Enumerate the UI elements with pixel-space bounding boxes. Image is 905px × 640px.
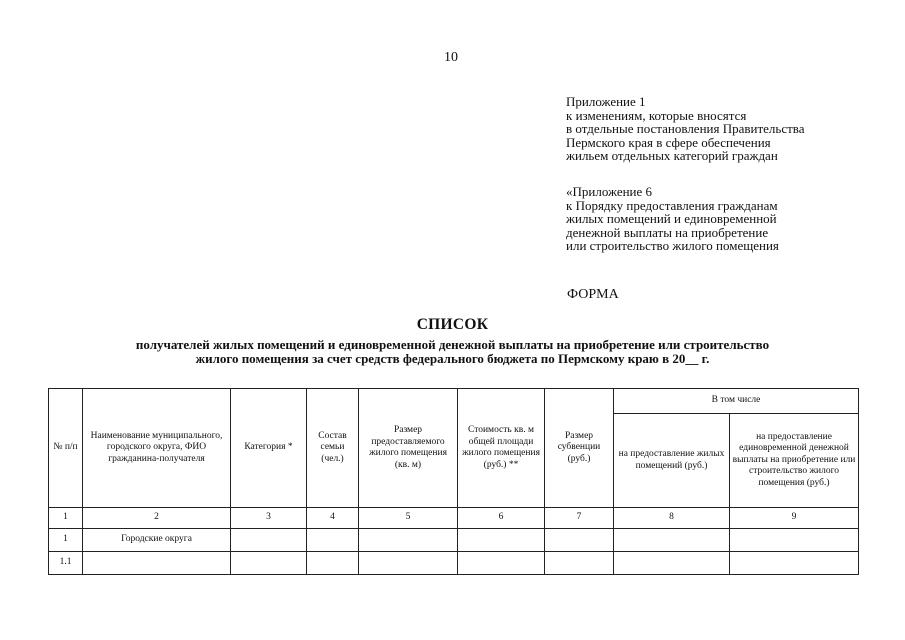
header-col-housing: на предоставление жилых помещений (руб.) bbox=[614, 414, 730, 508]
header-col-cost: Стоимость кв. м общей площади жилого помещения (руб.) ** bbox=[458, 389, 545, 508]
header-col-number: № п/п bbox=[49, 389, 83, 508]
appendix-6-line: к Порядку предоставления гражданам bbox=[566, 197, 778, 213]
row-number: 1 bbox=[49, 529, 83, 552]
row-number: 1.1 bbox=[49, 552, 83, 575]
appendix-1-line: Пермского края в сфере обеспечения bbox=[566, 134, 771, 150]
column-number: 9 bbox=[730, 508, 859, 529]
row-name bbox=[83, 552, 231, 575]
page-number: 10 bbox=[444, 50, 458, 65]
column-number: 8 bbox=[614, 508, 730, 529]
header-col-area: Размер предоставляемого жилого помещения (кв. м) bbox=[359, 389, 458, 508]
table-cell bbox=[458, 552, 545, 575]
subtitle-line-2: жилого помещения за счет средств федерального бюджета по Пермскому краю в 20__ г. bbox=[195, 350, 710, 366]
table-cell bbox=[545, 529, 614, 552]
row-name: Городские округа bbox=[83, 529, 231, 552]
column-number: 4 bbox=[307, 508, 359, 529]
appendix-1-block bbox=[566, 95, 805, 163]
header-col-payment: на предоставление единовременной денежной выплаты на приобретение или строительство жилого помещения (руб.) bbox=[730, 414, 859, 508]
appendix-6-line: жилых помещений и единовременной bbox=[566, 211, 777, 226]
appendix-6-line: «Приложение 6 bbox=[566, 184, 653, 199]
appendix-6-line: денежной выплаты на приобретение bbox=[566, 224, 769, 240]
table-cell bbox=[545, 552, 614, 575]
document-subtitle bbox=[60, 338, 845, 365]
table-cell bbox=[730, 529, 859, 552]
form-label: ФОРМА bbox=[567, 287, 619, 302]
table-cell bbox=[730, 552, 859, 575]
header-col-name: Наименование муниципального, городского округа, ФИО гражданина-получателя bbox=[83, 389, 231, 508]
recipients-table bbox=[48, 388, 859, 575]
header-col-family: Состав семьи (чел.) bbox=[307, 389, 359, 508]
table-cell bbox=[359, 552, 458, 575]
table-cell bbox=[614, 529, 730, 552]
column-number: 6 bbox=[458, 508, 545, 529]
table-row bbox=[49, 552, 859, 575]
header-col-category: Категория * bbox=[231, 389, 307, 508]
column-number: 5 bbox=[359, 508, 458, 529]
subtitle-line-1: получателей жилых помещений и единовременной денежной выплаты на приобретение или строительство bbox=[135, 337, 770, 352]
table-cell bbox=[307, 529, 359, 552]
column-number: 3 bbox=[231, 508, 307, 529]
column-number: 1 bbox=[49, 508, 83, 529]
appendix-6-block bbox=[566, 185, 779, 253]
column-number: 2 bbox=[83, 508, 231, 529]
appendix-6-line: или строительство жилого помещения bbox=[566, 238, 779, 253]
appendix-1-line: к изменениям, которые вносятся bbox=[566, 107, 747, 123]
column-number: 7 bbox=[545, 508, 614, 529]
appendix-1-line: Приложение 1 bbox=[566, 94, 646, 109]
document-title: СПИСОК bbox=[416, 316, 489, 333]
header-col-subvention: Размер субвенции (руб.) bbox=[545, 389, 614, 508]
table-cell bbox=[231, 552, 307, 575]
table-cell bbox=[359, 529, 458, 552]
appendix-1-line: в отдельные постановления Правительства bbox=[566, 121, 805, 136]
table-cell bbox=[231, 529, 307, 552]
table-cell bbox=[307, 552, 359, 575]
table-cell bbox=[614, 552, 730, 575]
table-cell bbox=[458, 529, 545, 552]
header-group-including: В том числе bbox=[614, 389, 859, 414]
table-row bbox=[49, 529, 859, 552]
appendix-1-line: жильем отдельных категорий граждан bbox=[566, 148, 778, 163]
